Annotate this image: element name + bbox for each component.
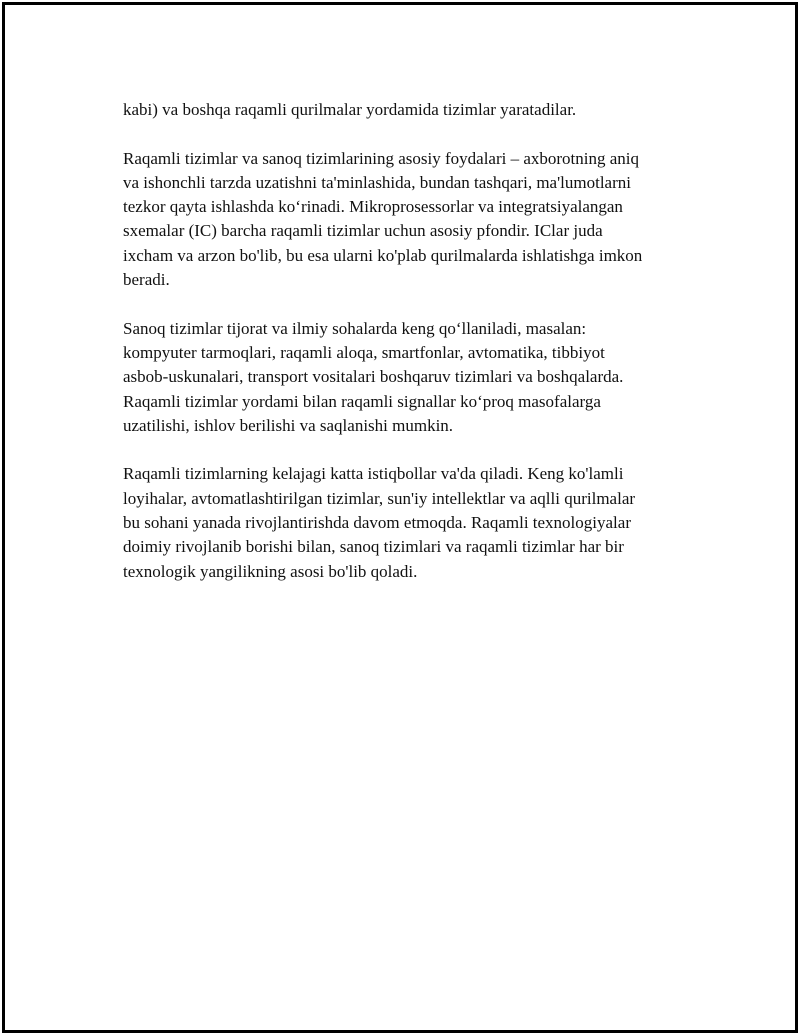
document-body [123, 98, 703, 608]
paragraph-3: Sanoq tizimlar tijorat va ilmiy sohalarda keng qo‘llaniladi, masalan: kompyuter tarmoqlari, raqamli aloqa, smartfonlar, avtomatika, tibbiyot asbob-uskunalari, transport vositalari boshqaruv tizimlari va boshqalarda. Raqamli tizimlar yordami bilan raqamli signallar ko‘proq masofalarga uzatilishi, ishlov berilishi va saqlanishi mumkin. [123, 318, 624, 435]
paragraph-4: Raqamli tizimlarning kelajagi katta istiqbollar va'da qiladi. Keng ko'lamli loyihalar, avtomatlashtirilgan tizimlar, sun'iy intellektlar va aqlli qurilmalar bu sohani yanada rivojlantirishda davom etmoqda. Raqamli texnologiyalar doimiy rivojlanib borishi bilan, sanoq tizimlari va raqamli tizimlar har bir texnologik yangilikning asosi bo'lib qoladi. [123, 464, 636, 581]
page-frame [2, 2, 798, 1033]
paragraph-1: kabi) va boshqa raqamli qurilmalar yordamida tizimlar yaratadilar. [123, 100, 577, 119]
paragraph-2: Raqamli tizimlar va sanoq tizimlarining asosiy foydalari – axborotning aniq va ishonchli tarzda uzatishni ta'minlashida, bundan tashqari, ma'lumotlarni tezkor qayta ishlashda ko‘rinadi. Mikroprosessorlar va integratsiyalangan sxemalar (IC) barcha raqamli tizimlar uchun asosiy pfondir. IClar juda ixcham va arzon bo'lib, bu esa ularni ko'plab qurilmalarda ishlatishga imkon beradi. [123, 148, 643, 290]
